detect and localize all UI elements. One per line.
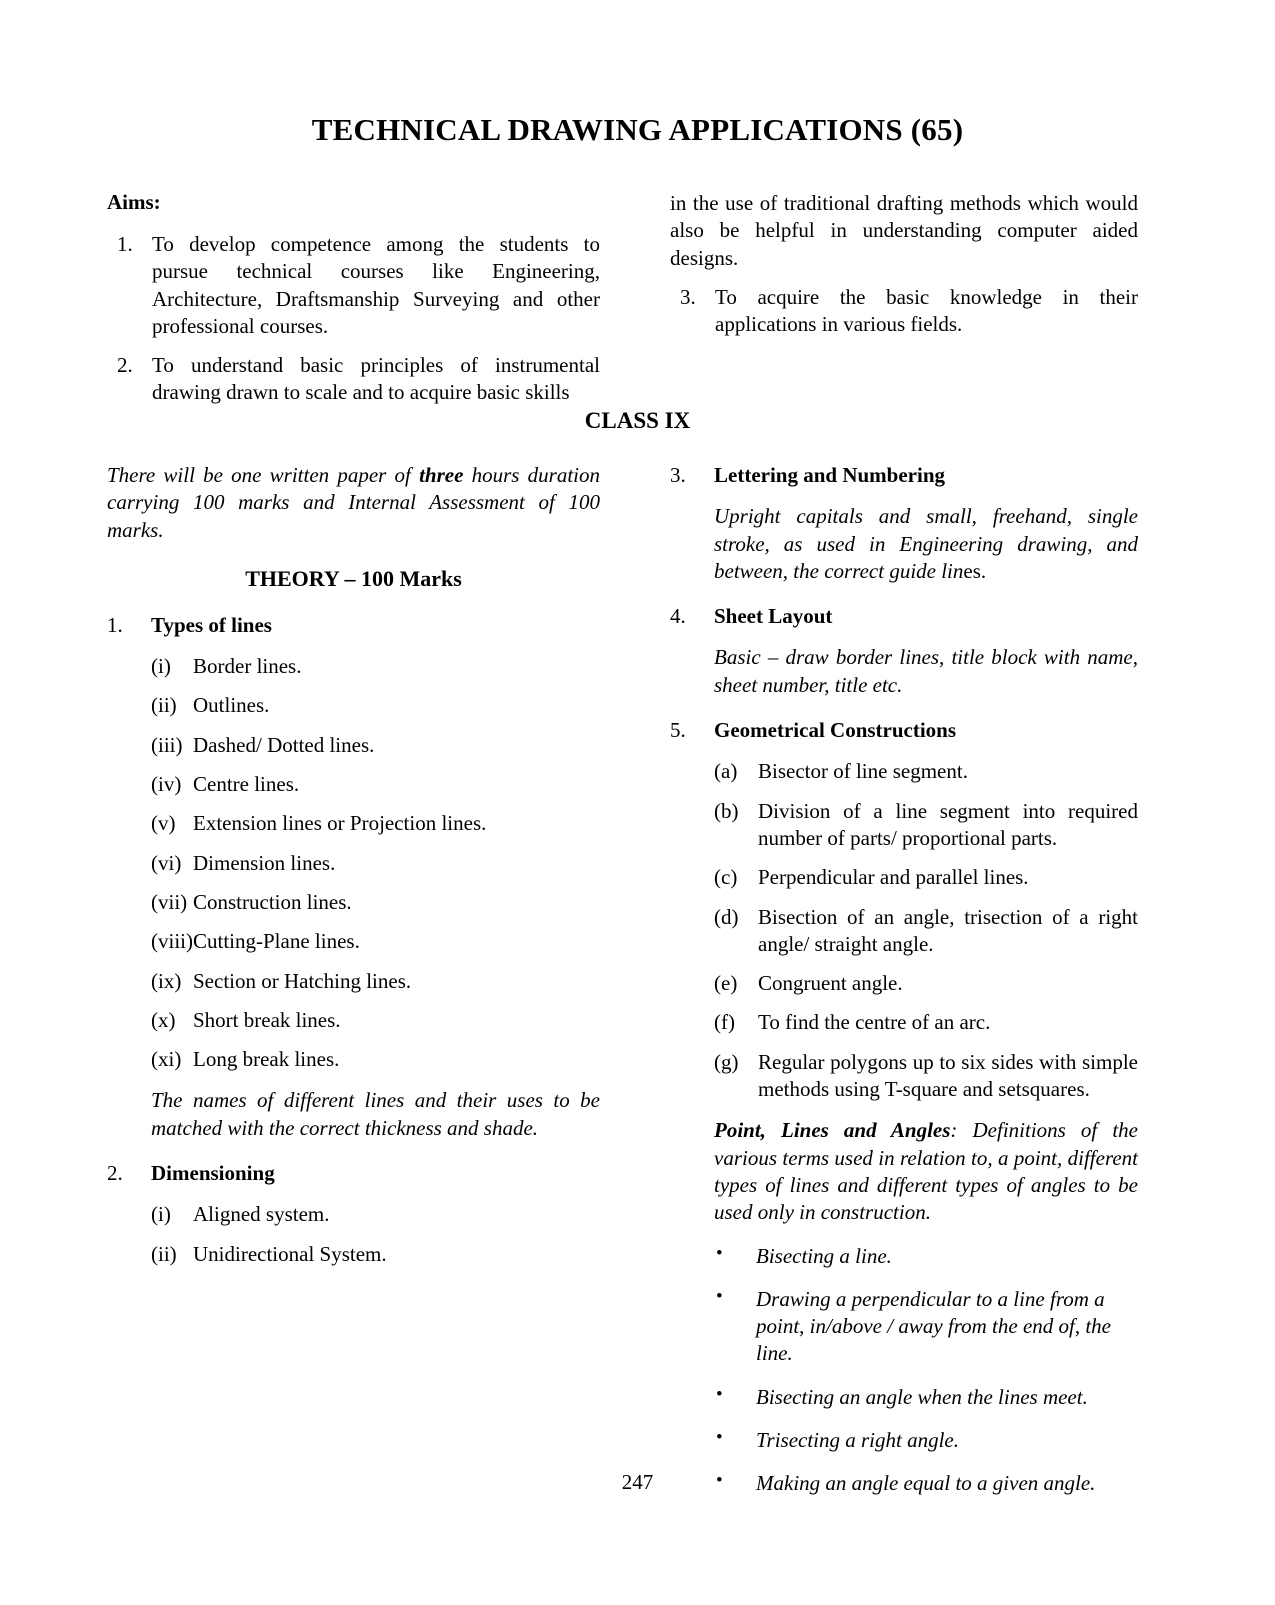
sheet-layout-body: Basic – draw border lines, title block with name, sheet number, title etc. [714, 645, 1138, 697]
lettering-body-italic: Upright capitals and small, freehand, single stroke, as used in Engineering drawing, and between, the correct guide lin [714, 504, 1138, 583]
page-title: TECHNICAL DRAWING APPLICATIONS (65) [311, 112, 964, 147]
lettering-body [670, 503, 1138, 585]
section-3-marker: 3. [670, 463, 686, 487]
geo-bullet-4-text: Trisecting a right angle. [756, 1428, 960, 1453]
geo-e-text: Congruent angle. [758, 971, 903, 996]
bullet-icon: • [716, 1427, 723, 1449]
line-type-9-marker: (ix) [151, 968, 182, 993]
list-item [107, 810, 600, 837]
list-item [107, 1201, 600, 1228]
aims-item-2-continuation-text: in the use of traditional drafting methods which would also be helpful in understanding computer aided designs. [670, 191, 1138, 270]
aims-item-1 [107, 231, 600, 340]
line-type-3-marker: (iii) [151, 732, 183, 757]
dimensioning-2-text: Unidirectional System. [193, 1241, 387, 1266]
aims-item-3 [670, 284, 1138, 339]
line-type-9-text: Section or Hatching lines. [193, 968, 412, 993]
geo-d-text: Bisection of an angle, trisection of a right angle/ straight angle. [758, 904, 1138, 956]
list-item [107, 1046, 600, 1073]
exam-intro-bold: three [419, 463, 464, 487]
list-item [107, 653, 600, 680]
aims-item-3-text: To acquire the basic knowledge in their applications in various fields. [715, 284, 1138, 337]
aims-item-2-text: To understand basic principles of instrumental drawing drawn to scale and to acquire basic skills [152, 353, 600, 405]
line-type-2-text: Outlines. [193, 693, 270, 718]
bullet-icon: • [716, 1285, 723, 1307]
line-type-6-text: Dimension lines. [193, 850, 336, 875]
bullet-icon: • [716, 1242, 723, 1264]
section-2-marker: 2. [107, 1161, 123, 1186]
lettering-body-tail: es. [963, 558, 987, 583]
geo-c-marker: (c) [714, 865, 738, 890]
geo-g-text: Regular polygons up to six sides with simple methods using T-square and setsquares. [758, 1049, 1138, 1102]
class-heading: CLASS IX [584, 408, 691, 433]
section-1-marker: 1. [107, 612, 123, 637]
geo-bullet-1-text: Bisecting a line. [756, 1243, 892, 1268]
list-item [670, 864, 1138, 891]
geo-f-text: To find the centre of an arc. [758, 1010, 991, 1035]
line-type-4-marker: (iv) [151, 772, 182, 797]
list-item [107, 850, 600, 877]
line-type-8-marker: (viii) [151, 929, 193, 954]
list-item [670, 970, 1138, 997]
line-type-4-text: Centre lines. [193, 772, 300, 797]
theory-heading: THEORY – 100 Marks [245, 565, 462, 591]
section-2-heading [107, 1160, 600, 1187]
section-4-heading [670, 603, 1138, 630]
geo-bullet-5-text: Making an angle equal to a given angle. [756, 1471, 1096, 1496]
list-item [670, 798, 1138, 853]
line-type-7-text: Construction lines. [193, 889, 352, 914]
section-4-title: Sheet Layout [714, 604, 833, 629]
types-of-lines-note: The names of different lines and their uses to be matched with the correct thickness and shade. [151, 1088, 600, 1140]
dimensioning-1-marker: (i) [151, 1202, 171, 1227]
section-1-title: Types of lines [151, 612, 272, 637]
geo-b-marker: (b) [714, 798, 739, 823]
list-item [670, 758, 1138, 785]
line-type-8-text: Cutting-Plane lines. [193, 929, 360, 954]
aims-item-2-continuation [670, 190, 1138, 272]
aims-item-2 [107, 352, 600, 407]
section-4-marker: 4. [670, 604, 686, 629]
list-item [670, 1427, 1138, 1454]
geo-bullet-3-text: Bisecting an angle when the lines meet. [756, 1384, 1088, 1409]
point-lines-angles-body: : Definitions of the various terms used in relation to, a point, different types of lines and different types of angles to be used only in construction. [714, 1118, 1138, 1225]
list-item [670, 1049, 1138, 1104]
bullet-icon: • [716, 1383, 723, 1405]
list-item [107, 692, 600, 719]
aims-left-column [107, 190, 600, 407]
list-item [107, 732, 600, 759]
line-type-11-marker: (xi) [151, 1047, 182, 1072]
section-5-heading [670, 717, 1138, 744]
geo-a-marker: (a) [714, 759, 738, 784]
geo-e-marker: (e) [714, 971, 738, 996]
list-item [107, 928, 600, 955]
body-right-column [670, 462, 1138, 1498]
aims-item-3-marker: 3. [680, 284, 696, 309]
line-type-7-marker: (vii) [151, 889, 188, 914]
geo-d-marker: (d) [714, 904, 739, 929]
dimensioning-2-marker: (ii) [151, 1241, 177, 1266]
list-item [107, 1007, 600, 1034]
line-type-1-marker: (i) [151, 654, 171, 679]
list-item [670, 904, 1138, 959]
exam-intro-part2: hours duration carrying 100 marks and Internal Assessment of 100 marks. [107, 463, 601, 542]
geo-f-marker: (f) [714, 1010, 735, 1035]
list-item [107, 968, 600, 995]
geo-a-text: Bisector of line segment. [758, 759, 968, 784]
line-type-10-marker: (x) [151, 1007, 176, 1032]
aims-item-1-text: To develop competence among the students to pursue technical courses like Engineering, Architecture, Draftsmanship Surveying and other professional courses. [152, 232, 600, 338]
exam-intro-part1: There will be one written paper of [107, 463, 420, 487]
line-type-10-text: Short break lines. [193, 1007, 341, 1032]
dimensioning-1-text: Aligned system. [193, 1202, 330, 1227]
section-3-heading [670, 462, 1138, 489]
list-item [670, 1384, 1138, 1411]
list-item [107, 771, 600, 798]
geo-c-text: Perpendicular and parallel lines. [758, 865, 1029, 890]
aims-item-2-marker: 2. [117, 353, 133, 378]
point-lines-angles-paragraph [670, 1117, 1138, 1226]
section-3-title: Lettering and Numbering [714, 463, 945, 487]
list-item [670, 1009, 1138, 1036]
line-type-5-marker: (v) [151, 811, 176, 836]
line-type-2-marker: (ii) [151, 693, 177, 718]
exam-intro-paragraph [107, 462, 600, 544]
geo-bullet-2-text: Drawing a perpendicular to a line from a point, in/above / away from the end of, the line. [756, 1286, 1112, 1366]
line-type-6-marker: (vi) [151, 850, 182, 875]
list-item [670, 1286, 1138, 1368]
page-number: 247 [621, 1470, 654, 1494]
section-5-title: Geometrical Constructions [714, 718, 957, 743]
section-2-title: Dimensioning [151, 1161, 275, 1186]
body-left-column [107, 462, 600, 1268]
list-item [107, 1241, 600, 1268]
bullet-icon: • [716, 1470, 723, 1492]
line-type-3-text: Dashed/ Dotted lines. [193, 732, 375, 757]
section-1-heading [107, 612, 600, 639]
list-item [107, 889, 600, 916]
aims-right-column [670, 190, 1138, 338]
line-type-11-text: Long break lines. [193, 1047, 340, 1072]
geo-b-text: Division of a line segment into required number of parts/ proportional parts. [758, 798, 1138, 850]
section-5-marker: 5. [670, 718, 686, 743]
line-type-1-text: Border lines. [193, 654, 302, 679]
aims-item-1-marker: 1. [117, 232, 133, 256]
line-type-5-text: Extension lines or Projection lines. [193, 811, 487, 836]
list-item [670, 1243, 1138, 1270]
aims-heading: Aims: [107, 190, 161, 214]
geo-g-marker: (g) [714, 1049, 739, 1074]
point-lines-angles-label: Point, Lines and Angles [714, 1118, 951, 1143]
